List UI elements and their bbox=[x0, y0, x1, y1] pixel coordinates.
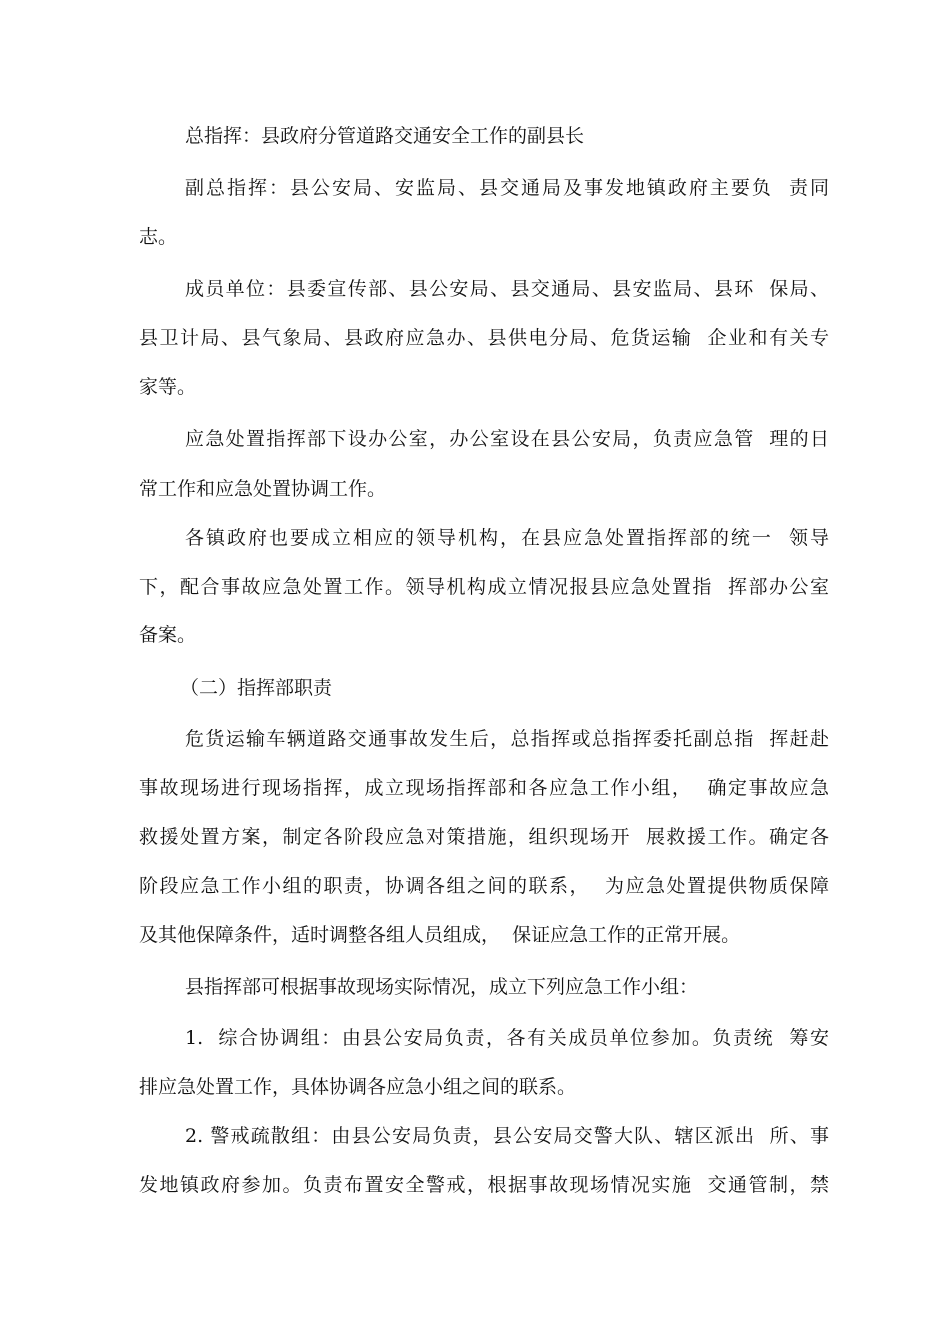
paragraph-town-governments-cont-2: 备案。 bbox=[139, 624, 197, 646]
paragraph-accident-response-cont-4: 及其他保障条件，适时调整各组人员组成， 保证应急工作的正常开展。 bbox=[139, 924, 741, 946]
list-item-evacuation-group-cont: 发地镇政府参加。负责布置安全警戒，根据事故现场情况实施 交通管制，禁 bbox=[139, 1174, 829, 1196]
paragraph-deputy-commander: 副总指挥：县公安局、安监局、县交通局及事发地镇政府主要负 责同 bbox=[185, 177, 829, 199]
paragraph-town-governments: 各镇政府也要成立相应的领导机构，在县应急处置指挥部的统一 领导 bbox=[185, 527, 829, 549]
paragraph-accident-response-cont-3: 阶段应急工作小组的职责，协调各组之间的联系， 为应急处置提供物质保障 bbox=[139, 875, 829, 897]
paragraph-town-governments-cont-1: 下，配合事故应急处置工作。领导机构成立情况报县应急处置指 挥部办公室 bbox=[139, 576, 829, 598]
paragraph-accident-response-cont-1: 事故现场进行现场指挥，成立现场指挥部和各应急工作小组， 确定事故应急 bbox=[139, 777, 829, 799]
paragraph-deputy-commander-cont: 志。 bbox=[139, 226, 178, 248]
paragraph-office-cont: 常工作和应急处置协调工作。 bbox=[139, 478, 387, 500]
list-item-coordination-group-cont: 排应急处置工作，具体协调各应急小组之间的联系。 bbox=[139, 1076, 577, 1098]
list-item-coordination-group: 1. 综合协调组：由县公安局负责，各有关成员单位参加。负责统 筹安 bbox=[185, 1027, 829, 1049]
paragraph-accident-response: 危货运输车辆道路交通事故发生后，总指挥或总指挥委托副总指 挥赶赴 bbox=[185, 728, 829, 750]
paragraph-office: 应急处置指挥部下设办公室，办公室设在县公安局，负责应急管 理的日 bbox=[185, 428, 829, 450]
paragraph-member-units: 成员单位：县委宣传部、县公安局、县交通局、县安监局、县环 保局、 bbox=[185, 278, 829, 300]
list-item-evacuation-group: 2. 警戒疏散组：由县公安局负责，县公安局交警大队、辖区派出 所、事 bbox=[185, 1125, 829, 1147]
paragraph-working-groups: 县指挥部可根据事故现场实际情况，成立下列应急工作小组： bbox=[185, 976, 699, 998]
paragraph-accident-response-cont-2: 救援处置方案，制定各阶段应急对策措施，组织现场开 展救援工作。确定各 bbox=[139, 826, 829, 848]
paragraph-member-units-cont-2: 家等。 bbox=[139, 376, 197, 398]
paragraph-member-units-cont-1: 县卫计局、县气象局、县政府应急办、县供电分局、危货运输 企业和有关专 bbox=[139, 327, 829, 349]
paragraph-commander: 总指挥：县政府分管道路交通安全工作的副县长 bbox=[185, 125, 585, 147]
section-heading-duties: （二）指挥部职责 bbox=[180, 677, 333, 699]
